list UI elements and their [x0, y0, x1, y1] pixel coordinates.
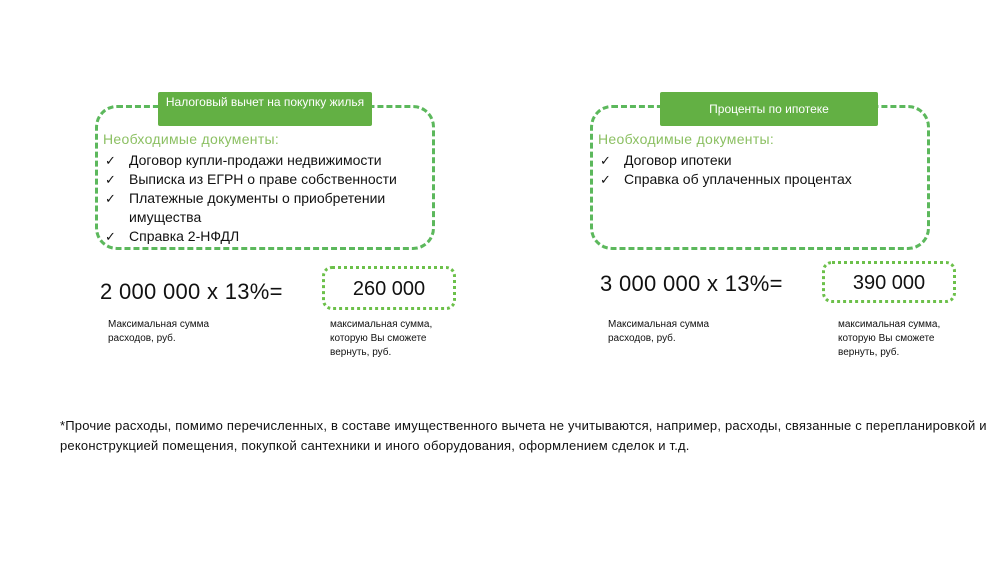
deduction-docs-list	[103, 151, 423, 246]
mortgage-docs-list	[598, 151, 918, 189]
list-item-label: Выписка из ЕГРН о праве собственности	[129, 171, 397, 187]
list-item	[103, 170, 423, 189]
checkmark-icon: ✓	[105, 191, 116, 206]
list-item-label: Справка 2-НФДЛ	[129, 228, 240, 244]
list-item-label: Платежные документы о приобретении имущества	[129, 190, 386, 225]
list-item-label: Договор ипотеки	[624, 152, 732, 168]
list-item	[103, 189, 423, 227]
list-item	[103, 151, 423, 170]
checkmark-icon: ✓	[105, 153, 116, 168]
checkmark-icon: ✓	[105, 172, 116, 187]
deduction-result-caption: максимальная сумма, которую Вы сможете вернуть, руб.	[330, 319, 433, 358]
mortgage-docs-heading: Необходимые документы:	[598, 131, 775, 147]
mortgage-result-caption: максимальная сумма, которую Вы сможете вернуть, руб.	[838, 319, 941, 358]
mortgage-formula: 3 000 000 x 13%=	[600, 271, 783, 296]
checkmark-icon: ✓	[600, 172, 611, 187]
deduction-formula: 2 000 000 x 13%=	[100, 279, 283, 304]
mortgage-panel-title: Проценты по ипотеке	[660, 92, 878, 126]
list-item-label: Справка об уплаченных процентах	[624, 171, 852, 187]
footnote: *Прочие расходы, помимо перечисленных, в составе имущественного вычета не учитываются, например, расходы, связанные с перепланировкой и реконструкцией помещения, покупкой сантехники и иного оборудования, оформлением сделок и т.д.	[60, 418, 987, 453]
mortgage-amount-caption: Максимальная сумма расходов, руб.	[608, 319, 710, 344]
list-item	[103, 227, 423, 246]
deduction-result: 260 000	[322, 266, 456, 310]
mortgage-result: 390 000	[822, 261, 956, 303]
list-item	[598, 151, 918, 170]
list-item-label: Договор купли-продажи недвижимости	[129, 152, 382, 168]
deduction-docs-heading: Необходимые документы:	[103, 131, 280, 147]
deduction-amount-caption: Максимальная сумма расходов, руб.	[108, 319, 210, 344]
deduction-panel-title: Налоговый вычет на покупку жилья	[158, 92, 372, 126]
checkmark-icon: ✓	[600, 153, 611, 168]
checkmark-icon: ✓	[105, 229, 116, 244]
list-item	[598, 170, 918, 189]
